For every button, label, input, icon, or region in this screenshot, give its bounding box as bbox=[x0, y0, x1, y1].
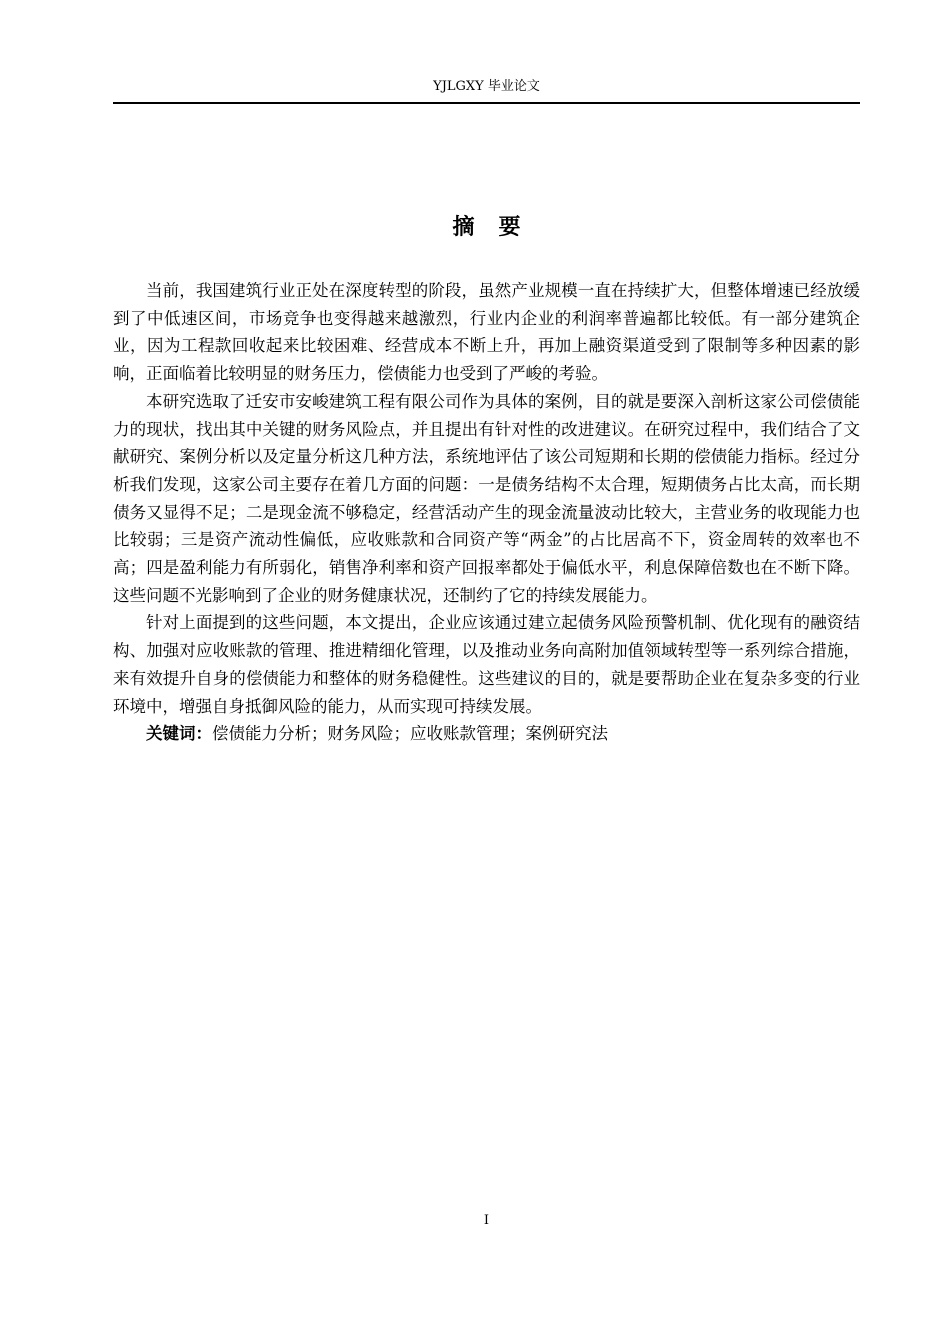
page-header bbox=[113, 78, 860, 104]
abstract-paragraph: 针对上面提到的这些问题，本文提出，企业应该通过建立起债务风险预警机制、优化现有的融资结构、加强对应收账款的管理、推进精细化管理，以及推动业务向高附加值领域转型等一系列综合措施，来有效提升自身的偿债能力和整体的财务稳健性。这些建议的目的，就是要帮助企业在复杂多变的行业环境中，增强自身抵御风险的能力，从而实现可持续发展。 bbox=[113, 613, 860, 716]
keywords-label: 关键词： bbox=[146, 724, 212, 744]
abstract-paragraph: 当前，我国建筑行业正处在深度转型的阶段，虽然产业规模一直在持续扩大，但整体增速已经放缓到了中低速区间，市场竞争也变得越来越激烈，行业内企业的利润率普遍都比较低。有一部分建筑企业，因为工程款回收起来比较困难、经营成本不断上升，再加上融资渠道受到了限制等多种因素的影响，正面临着比较明显的财务压力，偿债能力也受到了严峻的考验。 bbox=[113, 281, 860, 384]
abstract-body bbox=[113, 277, 860, 748]
page-number: I bbox=[483, 1213, 490, 1228]
abstract-paragraph: 本研究选取了迁安市安峻建筑工程有限公司作为具体的案例，目的就是要深入剖析这家公司偿债能力的现状，找出其中关键的财务风险点，并且提出有针对性的改进建议。在研究过程中，我们结合了文献研究、案例分析以及定量分析这几种方法，系统地评估了该公司短期和长期的偿债能力指标。经过分析我们发现，这家公司主要存在着几方面的问题：一是债务结构不太合理，短期债务占比太高，而长期债务又显得不足；二是现金流不够稳定，经营活动产生的现金流量波动比较大，主营业务的收现能力也比较弱；三是资产流动性偏低，应收账款和合同资产等“两金”的占比居高不下，资金周转的效率也不高；四是盈利能力有所弱化，销售净利率和资产回报率都处于偏低水平，利息保障倍数也在不断下降。这些问题不光影响到了企业的财务健康状况，还制约了它的持续发展能力。 bbox=[113, 391, 860, 605]
keywords-text: 偿债能力分析；财务风险；应收账款管理；案例研究法 bbox=[212, 724, 608, 744]
abstract-title: 摘要 bbox=[452, 214, 545, 240]
header-text: YJLGXY 毕业论文 bbox=[433, 79, 540, 94]
keywords-line bbox=[113, 720, 860, 748]
